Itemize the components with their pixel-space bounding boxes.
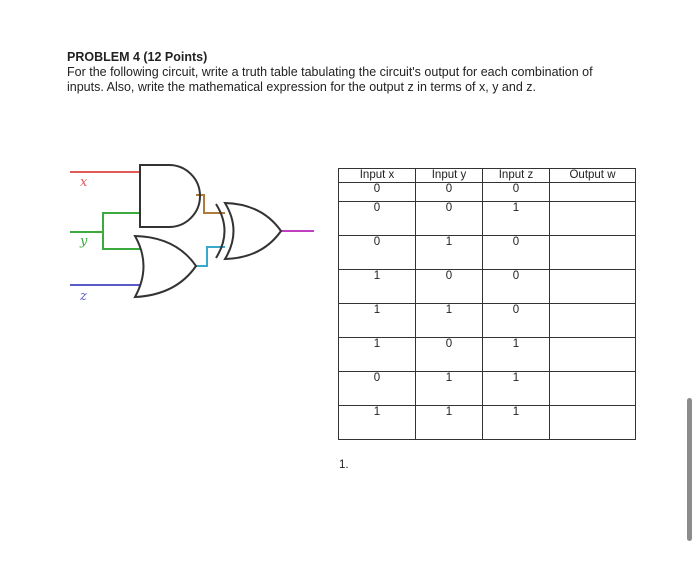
cell-x: 1: [339, 270, 416, 304]
cell-x: 0: [339, 183, 416, 202]
cell-x: 1: [339, 338, 416, 372]
cell-z: 0: [483, 304, 550, 338]
header-input-x: Input x: [339, 169, 416, 183]
cell-z: 1: [483, 406, 550, 440]
truth-table: [338, 168, 636, 440]
header-input-y: Input y: [416, 169, 483, 183]
table-row: [339, 304, 636, 338]
cell-w: [550, 304, 636, 338]
cell-w: [550, 406, 636, 440]
cell-x: 1: [339, 406, 416, 440]
cell-w: [550, 202, 636, 236]
cell-y: 1: [416, 236, 483, 270]
cell-x: 0: [339, 372, 416, 406]
problem-text: For the following circuit, write a truth table tabulating the circuit's output for each combination of inputs. Also, write the mathematical expression for the output z in terms of x, y and z.: [67, 65, 593, 94]
cell-w: [550, 270, 636, 304]
cell-x: 1: [339, 304, 416, 338]
logic-circuit-diagram: [0, 0, 330, 320]
scrollbar-thumb[interactable]: [687, 398, 692, 541]
cell-y: 1: [416, 406, 483, 440]
cell-z: 0: [483, 236, 550, 270]
and-gate: [140, 165, 200, 227]
table-row: [339, 236, 636, 270]
table-row: [339, 406, 636, 440]
output-or-gate: [225, 203, 281, 259]
cell-w: [550, 338, 636, 372]
header-output-w: Output w: [550, 169, 636, 183]
label-z: z: [80, 289, 87, 304]
cell-y: 0: [416, 183, 483, 202]
cell-y: 1: [416, 372, 483, 406]
cell-z: 0: [483, 183, 550, 202]
cell-z: 1: [483, 338, 550, 372]
cell-x: 0: [339, 202, 416, 236]
cell-z: 1: [483, 202, 550, 236]
label-x: x: [80, 175, 88, 190]
y-wire-to-and-gate: [70, 213, 140, 232]
label-y: y: [80, 234, 88, 249]
problem-title: PROBLEM 4 (12 Points): [67, 50, 208, 64]
cell-y: 1: [416, 304, 483, 338]
cell-z: 1: [483, 372, 550, 406]
cell-w: [550, 372, 636, 406]
or-gate: [135, 236, 196, 297]
y-wire-to-or-gate: [103, 232, 140, 249]
table-row: [339, 338, 636, 372]
cell-w: [550, 236, 636, 270]
cell-y: 0: [416, 202, 483, 236]
cell-y: 0: [416, 270, 483, 304]
table-row: [339, 202, 636, 236]
answer-number: 1.: [339, 459, 349, 471]
table-row: [339, 183, 636, 202]
table-header-row: [339, 169, 636, 183]
cell-z: 0: [483, 270, 550, 304]
header-input-z: Input z: [483, 169, 550, 183]
table-row: [339, 270, 636, 304]
cell-x: 0: [339, 236, 416, 270]
table-row: [339, 372, 636, 406]
cell-w: [550, 183, 636, 202]
cell-y: 0: [416, 338, 483, 372]
